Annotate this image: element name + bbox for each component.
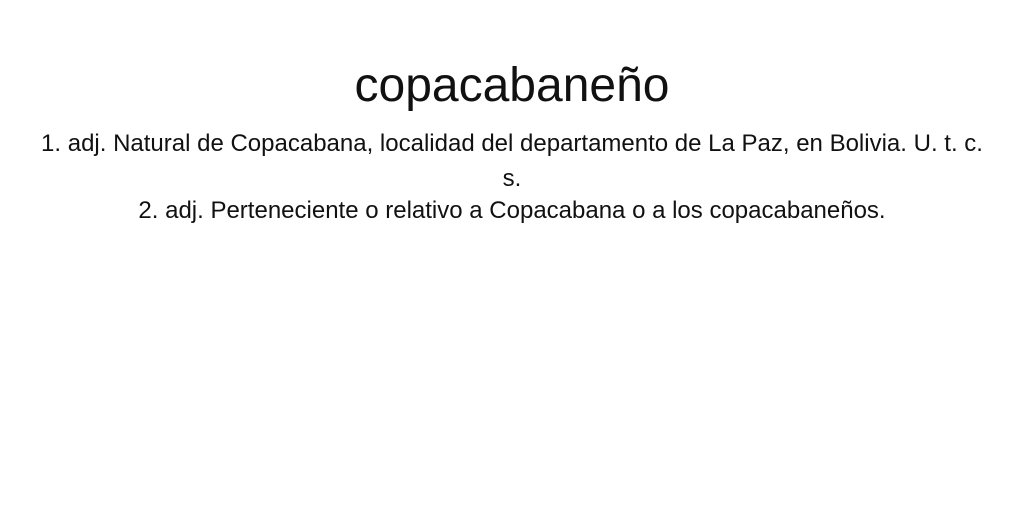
headword: copacabaneño	[354, 59, 670, 112]
definitions-list	[40, 126, 984, 228]
definition-2: 2. adj. Perteneciente o relativo a Copacabana o a los copacabaneños.	[138, 197, 886, 224]
definition-1: 1. adj. Natural de Copacabana, localidad del departamento de La Paz, en Bolivia. U. t. c. s.	[41, 130, 983, 192]
dictionary-entry	[0, 0, 1024, 228]
